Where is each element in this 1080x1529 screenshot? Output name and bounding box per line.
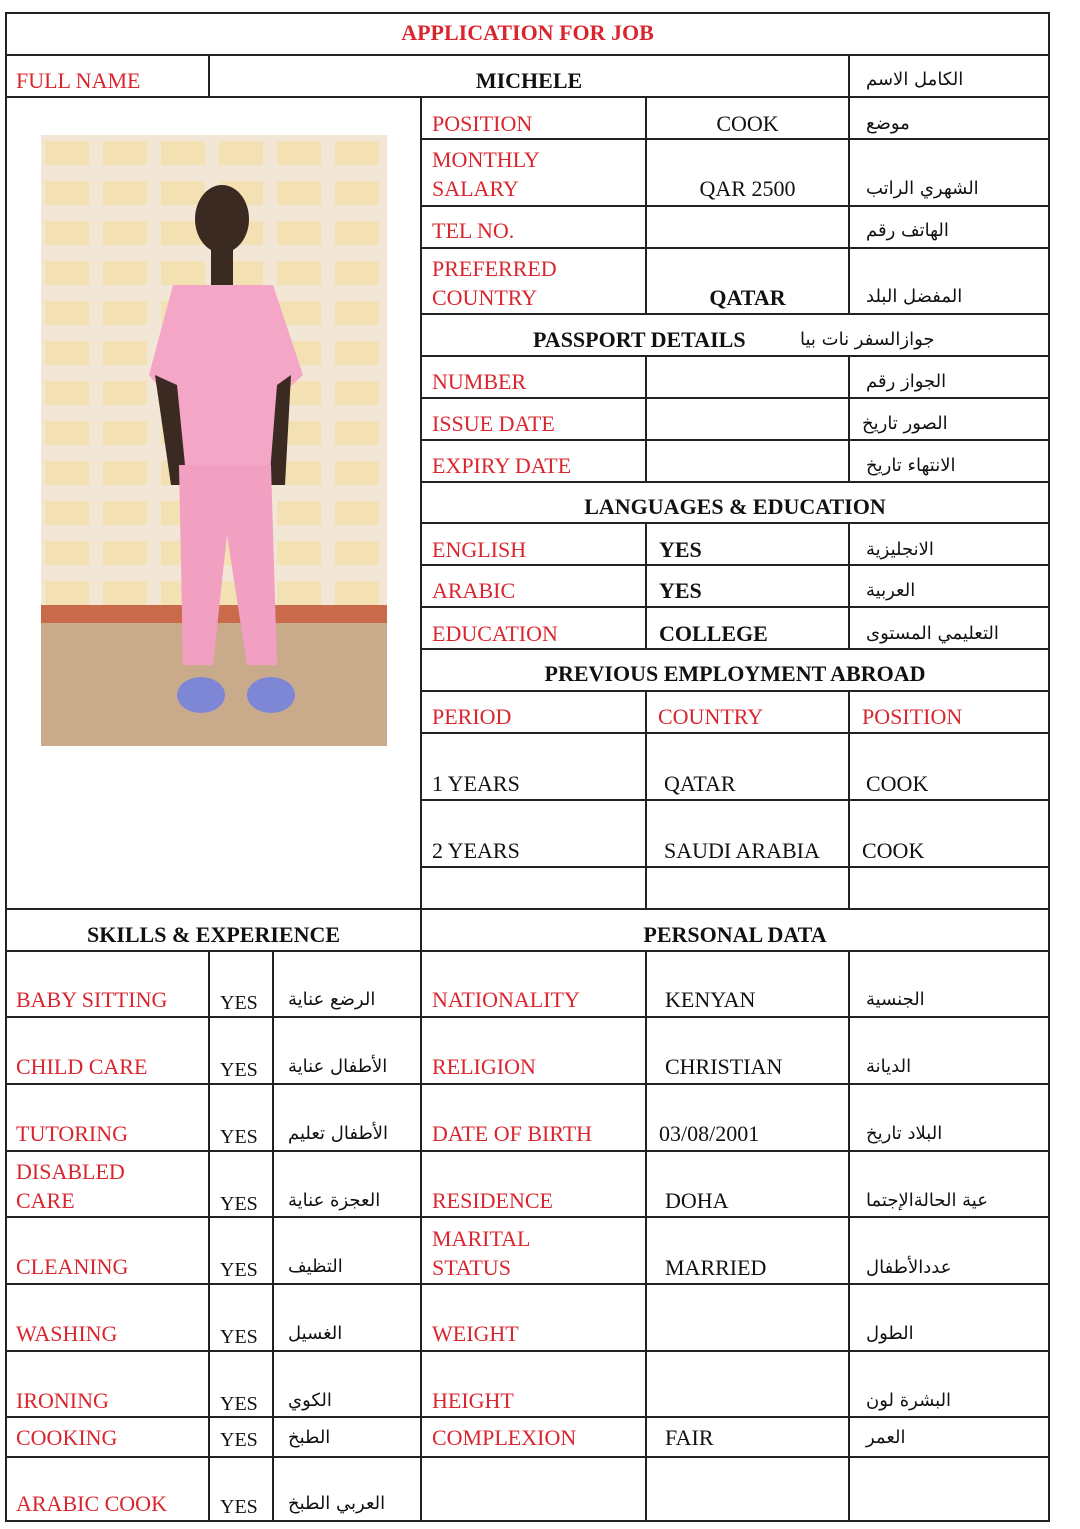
rule — [848, 950, 850, 1522]
languages-heading: LANGUAGES & EDUCATION — [584, 494, 886, 519]
arabic-label: ARABIC — [432, 578, 516, 603]
personal-value: DOHA — [665, 1188, 729, 1213]
personal-label: WEIGHT — [432, 1321, 519, 1346]
employment-row1-period: 1 YEARS — [432, 771, 520, 796]
salary-label-line1: MONTHLY — [432, 147, 540, 172]
rule — [848, 355, 850, 482]
tel-label: TEL NO. — [432, 218, 515, 243]
personal-label: NATIONALITY — [432, 987, 580, 1012]
rule — [420, 481, 1050, 483]
employment-row1-country: QATAR — [664, 771, 736, 796]
skill-label: DISABLED — [16, 1159, 125, 1184]
rule — [420, 397, 1050, 399]
skill-value: YES — [220, 1393, 258, 1415]
personal-arabic: البلاد تاريخ — [866, 1123, 943, 1144]
personal-label: RESIDENCE — [432, 1188, 553, 1213]
education-arabic: التعليمي المستوى — [866, 623, 999, 644]
personal-arabic: عددالأطفال — [866, 1257, 952, 1278]
english-arabic: الانجليزية — [866, 539, 934, 560]
arabic-arabic: العربية — [866, 580, 916, 601]
skill-arabic: التظيف — [288, 1256, 343, 1277]
rule — [420, 648, 1050, 650]
skills-heading: SKILLS & EXPERIENCE — [86, 922, 341, 947]
full-name-arabic: الكامل الاسم — [866, 69, 964, 90]
rule — [5, 54, 1050, 56]
employment-col-country: COUNTRY — [658, 704, 764, 729]
rule — [645, 355, 647, 482]
rule — [420, 564, 1050, 566]
rule — [420, 866, 1050, 868]
rule — [420, 205, 1050, 207]
preferred-country-value: QATAR — [709, 285, 786, 310]
personal-arabic: العمر — [866, 1427, 906, 1448]
personal-arabic: البشرة لون — [866, 1390, 952, 1411]
rule — [420, 439, 1050, 441]
rule — [420, 522, 1050, 524]
rule — [420, 606, 1050, 608]
employment-col-position: POSITION — [862, 704, 963, 729]
personal-value: 03/08/2001 — [659, 1121, 760, 1146]
full-name-label: FULL NAME — [16, 68, 141, 93]
rule — [5, 1150, 1050, 1152]
skill-value: YES — [220, 1326, 258, 1348]
personal-label: DATE OF BIRTH — [432, 1121, 593, 1146]
employment-row2-period: 2 YEARS — [432, 838, 520, 863]
employment-row2-country: SAUDI ARABIA — [664, 838, 820, 863]
personal-value: CHRISTIAN — [665, 1054, 783, 1079]
personal-arabic: الطول — [866, 1323, 914, 1344]
skill-arabic: العجزة عناية — [288, 1190, 381, 1211]
rule — [272, 950, 274, 1522]
salary-arabic: الشهري الراتب — [866, 178, 979, 199]
skill-arabic: الطبخ — [288, 1427, 331, 1448]
employment-row1-position: COOK — [866, 771, 929, 796]
issue-date-label: ISSUE DATE — [432, 411, 555, 436]
preferred-country-arabic: المفضل البلد — [866, 286, 963, 307]
personal-arabic: الجنسية — [866, 989, 925, 1010]
rule — [420, 799, 1050, 801]
skill-label: CLEANING — [16, 1254, 129, 1279]
rule — [5, 950, 1050, 952]
rule — [848, 54, 850, 97]
passport-heading: PASSPORT DETAILS — [533, 327, 746, 352]
rule — [5, 1350, 1050, 1352]
skill-arabic: الغسيل — [288, 1323, 343, 1344]
personal-label: HEIGHT — [432, 1388, 514, 1413]
rule — [420, 138, 1050, 140]
rule — [848, 522, 850, 650]
rule — [420, 732, 1050, 734]
rule — [420, 355, 1050, 357]
expiry-date-label: EXPIRY DATE — [432, 453, 572, 478]
employment-row2-position: COOK — [862, 838, 925, 863]
rule — [420, 96, 422, 1522]
personal-heading: PERSONAL DATA — [643, 922, 827, 947]
border-bottom — [5, 1520, 1050, 1522]
personal-value: KENYAN — [665, 987, 756, 1012]
preferred-country-label-line2: COUNTRY — [432, 285, 538, 310]
skill-label: COOKING — [16, 1425, 118, 1450]
skill-value: YES — [220, 1193, 258, 1215]
rule — [5, 1083, 1050, 1085]
skill-value: YES — [220, 1259, 258, 1281]
rule — [5, 908, 1050, 910]
skill-arabic: الكوي — [288, 1390, 332, 1411]
rule — [5, 1456, 1050, 1458]
position-value: COOK — [716, 111, 779, 136]
issue-date-arabic: الصور تاريخ — [862, 413, 948, 434]
applicant-photo-svg — [41, 135, 387, 746]
english-label: ENGLISH — [432, 537, 527, 562]
position-arabic: موضع — [866, 113, 910, 134]
employment-col-period: PERIOD — [432, 704, 512, 729]
rule — [420, 247, 1050, 249]
salary-label-line2: SALARY — [432, 176, 519, 201]
salary-value: QAR 2500 — [699, 176, 796, 201]
rule — [645, 950, 647, 1522]
skill-label: BABY SITTING — [16, 987, 168, 1012]
skill-value: YES — [220, 1429, 258, 1451]
skill-label: WASHING — [16, 1321, 118, 1346]
passport-number-label: NUMBER — [432, 369, 527, 394]
rule — [645, 522, 647, 650]
skill-value: YES — [220, 1126, 258, 1148]
skill-arabic: الرضع عناية — [288, 989, 376, 1010]
personal-arabic: عية الحالةالإجتما — [866, 1190, 988, 1211]
applicant-photo — [41, 135, 387, 746]
border-left — [5, 12, 7, 1522]
education-value: COLLEGE — [659, 621, 768, 646]
personal-value: MARRIED — [665, 1255, 767, 1280]
skill-label: CHILD CARE — [16, 1054, 148, 1079]
personal-label: RELIGION — [432, 1054, 536, 1079]
personal-arabic: الديانة — [866, 1056, 912, 1077]
skill-value: YES — [220, 992, 258, 1014]
personal-label: STATUS — [432, 1255, 511, 1280]
expiry-date-arabic: الانتهاء تاريخ — [866, 455, 956, 476]
skill-arabic: العربي الطبخ — [288, 1493, 386, 1514]
rule — [5, 1216, 1050, 1218]
skill-label: IRONING — [16, 1388, 109, 1413]
skill-arabic: الأطفال تعليم — [288, 1123, 389, 1144]
passport-heading-arabic: جوازالسفر نات بيا — [800, 329, 935, 350]
arabic-value: YES — [659, 578, 702, 603]
personal-label: MARITAL — [432, 1226, 531, 1251]
passport-number-arabic: الجواز رقم — [866, 371, 947, 392]
english-value: YES — [659, 537, 702, 562]
rule — [420, 690, 1050, 692]
border-right — [1048, 12, 1050, 1522]
rule — [5, 96, 1050, 98]
skill-label: ARABIC COOK — [16, 1491, 167, 1516]
skill-value: YES — [220, 1496, 258, 1518]
skill-label: TUTORING — [16, 1121, 129, 1146]
rule — [208, 950, 210, 1522]
personal-value: FAIR — [665, 1425, 714, 1450]
tel-arabic: الهاتف رقم — [866, 220, 949, 241]
skill-value: YES — [220, 1059, 258, 1081]
rule — [5, 1283, 1050, 1285]
skill-arabic: الأطفال عناية — [288, 1056, 388, 1077]
rule — [5, 1416, 1050, 1418]
rule — [5, 1016, 1050, 1018]
employment-heading: PREVIOUS EMPLOYMENT ABROAD — [544, 661, 926, 686]
skill-label: CARE — [16, 1188, 75, 1213]
full-name-value: MICHELE — [475, 68, 583, 93]
position-label: POSITION — [432, 111, 533, 136]
border-top — [5, 12, 1050, 14]
education-label: EDUCATION — [432, 621, 558, 646]
preferred-country-label-line1: PREFERRED — [432, 256, 557, 281]
form-title: APPLICATION FOR JOB — [401, 20, 654, 45]
personal-label: COMPLEXION — [432, 1425, 577, 1450]
rule — [420, 313, 1050, 315]
